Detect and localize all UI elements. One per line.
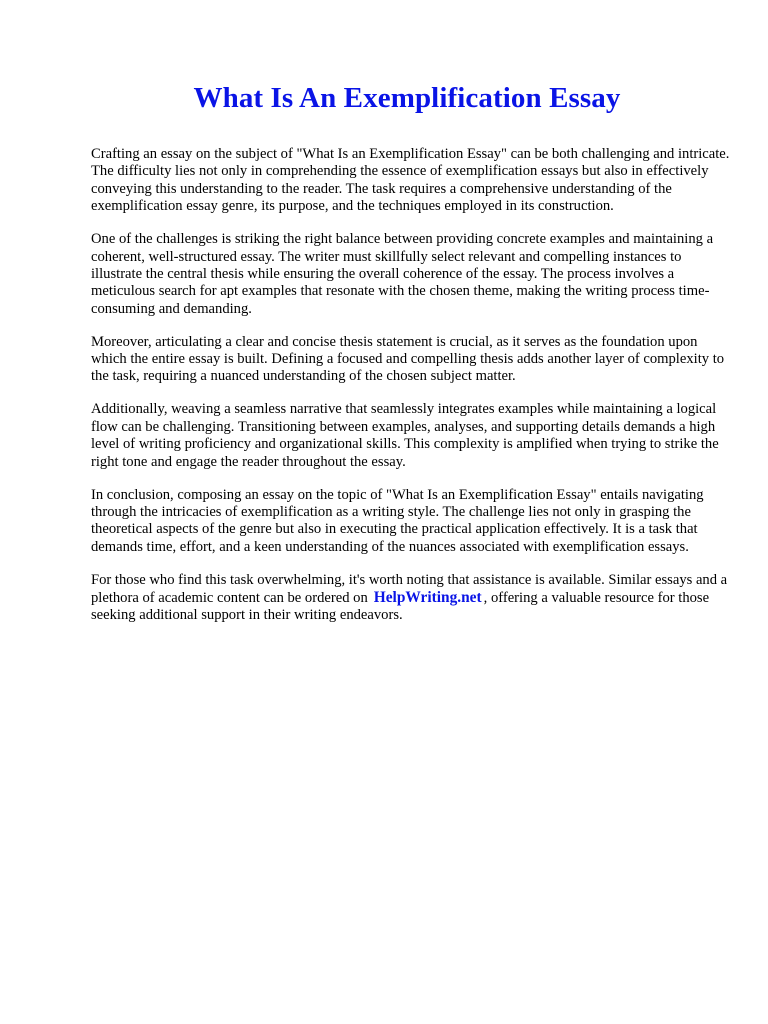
document-body — [91, 146, 731, 640]
document-title: What Is An Exemplification Essay — [193, 82, 621, 114]
paragraph-2: One of the challenges is striking the right balance between providing concrete examples and maintaining a coherent, well-structured essay. The writer must skillfully select relevant and compelling instances to illustrate the central thesis while ensuring the overall coherence of the essay. The process involves a meticulous search for apt examples that resonate with the chosen theme, making the writing process time-consuming and demanding. — [91, 231, 714, 317]
closing-text-before-link: For those who find this task overwhelming, it's worth noting that assistance is available. Similar essays and a plethora of academic content can be ordered on — [91, 571, 728, 607]
paragraph-3: Moreover, articulating a clear and concise thesis statement is crucial, as it serves as the foundation upon which the entire essay is built. Defining a focused and compelling thesis adds another layer of complexity to the task, requiring a nuanced understanding of the chosen subject matter. — [91, 333, 725, 385]
helpwriting-link[interactable]: HelpWriting.net — [373, 589, 482, 607]
paragraph-4: Additionally, weaving a seamless narrative that seamlessly integrates examples while maintaining a logical flow can be challenging. Transitioning between examples, analyses, and supporting details demands a high level of writing proficiency and organizational skills. This complexity is amplified when trying to strike the right tone and engage the reader throughout the essay. — [91, 401, 719, 470]
closing-text-after-link: , offering a valuable resource for those seeking additional support in their writing endeavors. — [91, 590, 710, 624]
closing-paragraph — [91, 572, 731, 625]
paragraph-1: Crafting an essay on the subject of "What Is an Exemplification Essay" can be both challenging and intricate. The difficulty lies not only in comprehending the essence of exemplification essays but also in effectively conveying this understanding to the reader. The task requires a comprehensive understanding of the exemplification essay genre, its purpose, and the techniques employed in its construction. — [91, 146, 730, 215]
paragraph-5: In conclusion, composing an essay on the topic of "What Is an Exemplification Essay" entails navigating through the intricacies of exemplification as a writing style. The challenge lies not only in grasping the theoretical aspects of the genre but also in executing the practical application effectively. It is a task that demands time, effort, and a keen understanding of the nuances associated with exemplification essays. — [91, 486, 704, 555]
